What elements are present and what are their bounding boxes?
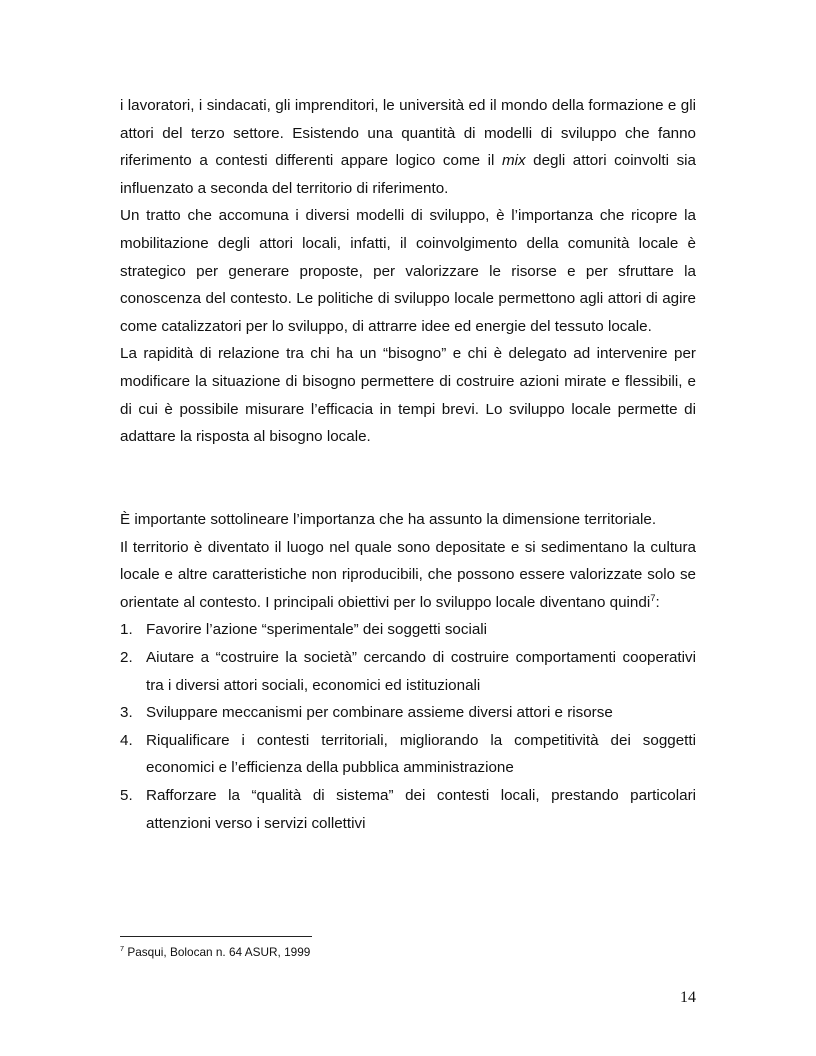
paragraph-need-response: La rapidità di relazione tra chi ha un “bisogno” e chi è delegato ad intervenire per modificare la situazione di bisogno permettere di costruire azioni mirate e flessibili, e di cui è possibile misurare l’efficacia in tempi brevi. Lo sviluppo locale permette di adattare la risposta al bisogno locale.	[120, 345, 696, 446]
paragraph-actors-text: i lavoratori, i sindacati, gli imprenditori, le università ed il mondo della formazione e gli attori del terzo settore. Esistendo una quantità di modelli di sviluppo che fanno riferimento a contesti differenti appare logico come il	[120, 97, 696, 170]
list-text: Aiutare a “costruire la società” cercando di costruire comportamenti cooperativi tra i diversi attori sociali, economici ed istituzionali	[146, 648, 696, 694]
paragraph-actors-end: degli attori coinvolti sia influenzato a seconda del territorio di riferimento.	[120, 152, 697, 197]
list-item	[120, 644, 696, 699]
footnote	[120, 944, 310, 960]
paragraph-territory	[120, 534, 696, 617]
body-text-top	[120, 92, 696, 451]
list-text: Rafforzare la “qualità di sistema” dei contesti locali, prestando particolari attenzioni verso i servizi collettivi	[146, 786, 696, 832]
mix-emphasis: mix	[501, 152, 526, 170]
list-item	[120, 616, 696, 644]
body-text-bottom	[120, 506, 696, 837]
list-item	[120, 699, 696, 727]
page-number: 14	[680, 989, 696, 1006]
list-number: 1.	[120, 621, 133, 639]
paragraph-actors	[120, 92, 696, 202]
list-number: 2.	[120, 648, 133, 666]
list-item	[120, 727, 696, 782]
list-number: 5.	[120, 786, 133, 804]
objectives-list	[120, 616, 696, 837]
list-text: Riqualificare i contesti territoriali, migliorando la competitività dei soggetti economici e l’efficienza della pubblica amministrazione	[146, 731, 696, 777]
footnote-text: Pasqui, Bolocan n. 64 ASUR, 1999	[124, 945, 311, 959]
footnote-reference: 7	[650, 591, 656, 603]
paragraph-territorial-dimension: È importante sottolineare l’importanza che ha assunto la dimensione territoriale.	[120, 511, 657, 528]
paragraph-territory-text: Il territorio è diventato il luogo nel quale sono depositate e si sedimentano la cultura locale e altre caratteristiche non riproducibili, che possono essere valorizzate solo se orientate al contesto. I principali obiettivi per lo sviluppo locale diventano quindi	[120, 538, 696, 611]
paragraph-territory-end: :	[655, 593, 660, 611]
footnote-divider	[120, 936, 312, 937]
footnote-mark: 7	[120, 944, 125, 954]
list-text: Favorire l’azione “sperimentale” dei soggetti sociali	[146, 621, 488, 639]
list-item	[120, 782, 696, 837]
paragraph-mobilization: Un tratto che accomuna i diversi modelli di sviluppo, è l’importanza che ricopre la mobilitazione degli attori locali, infatti, il coinvolgimento della comunità locale è strategico per generare proposte, per valorizzare le risorse e per sfruttare la conoscenza del contesto. Le politiche di sviluppo locale permettono agli attori di agire come catalizzatori per lo sviluppo, di attrarre idee ed energie del tessuto locale.	[120, 207, 696, 335]
list-number: 4.	[120, 731, 133, 749]
list-number: 3.	[120, 704, 133, 722]
list-text: Sviluppare meccanismi per combinare assieme diversi attori e risorse	[146, 704, 613, 722]
